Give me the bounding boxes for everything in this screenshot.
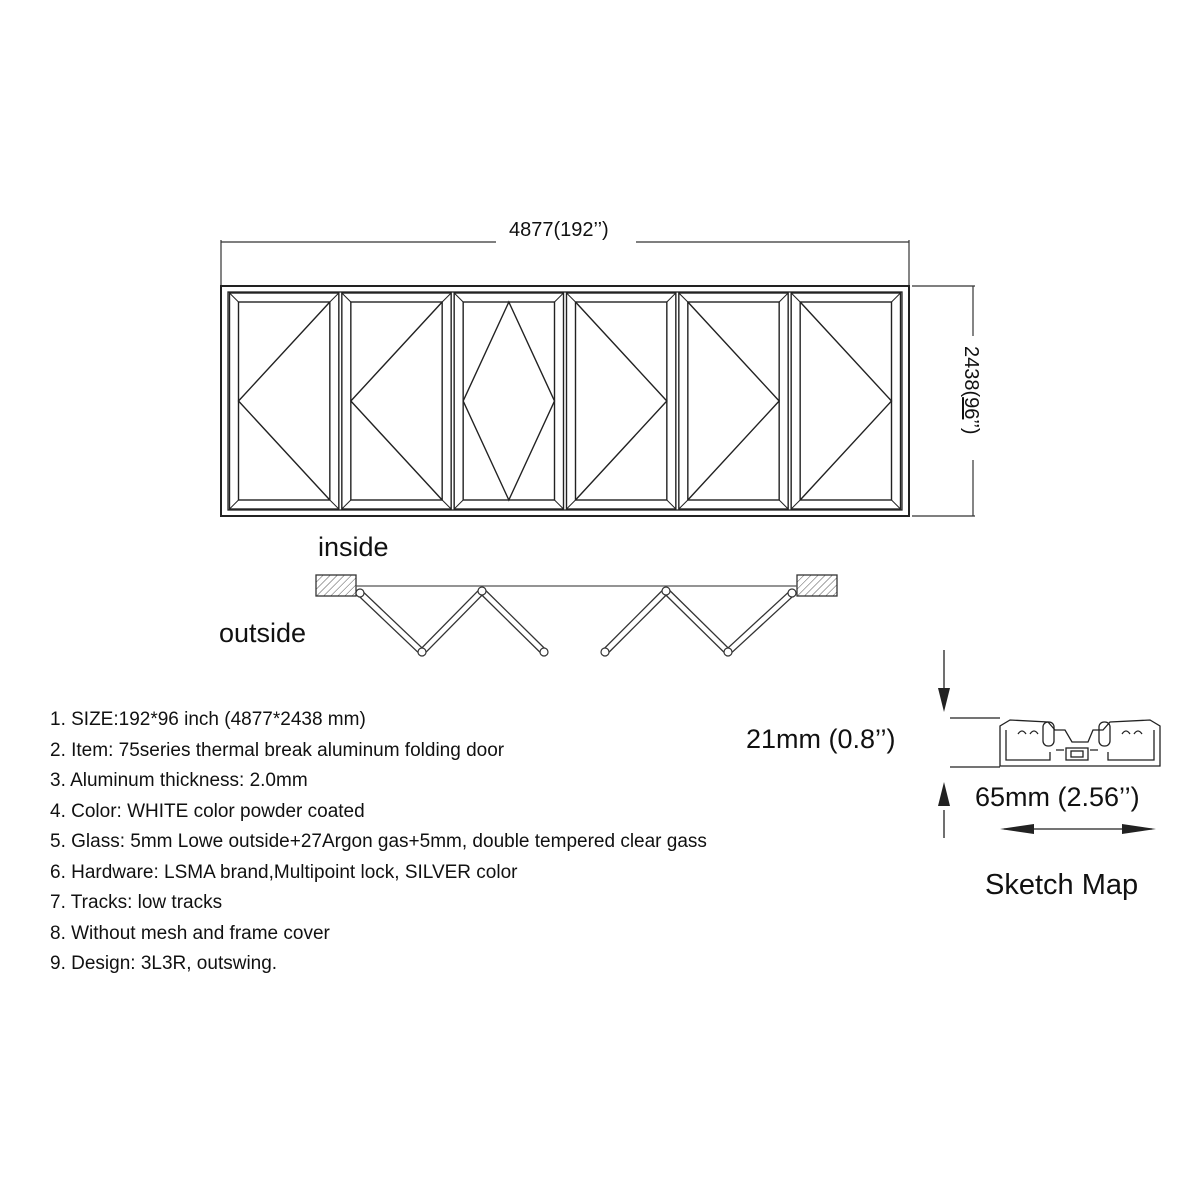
folding-leaf-edge bbox=[484, 589, 546, 650]
door-panel-miter bbox=[791, 293, 800, 302]
depth-arrow-top-head bbox=[938, 688, 950, 712]
door-panel-miter bbox=[667, 293, 676, 302]
door-panel-miter bbox=[342, 293, 351, 302]
height-dimension-label bbox=[959, 346, 982, 435]
opening-direction-mark bbox=[576, 302, 667, 500]
door-panel-miter bbox=[667, 500, 676, 509]
depth-arrow-bottom-head bbox=[938, 782, 950, 806]
outside-label: outside bbox=[219, 618, 307, 648]
spec-item: 8. Without mesh and frame cover bbox=[50, 922, 330, 944]
width-dimension bbox=[221, 240, 909, 286]
door-panel-miter bbox=[567, 500, 576, 509]
hinge-point bbox=[478, 587, 486, 595]
door-panel-miter bbox=[567, 293, 576, 302]
door-panel-glass bbox=[800, 302, 891, 500]
door-panel-frame bbox=[567, 293, 676, 509]
door-panel-miter bbox=[454, 500, 463, 509]
folding-leaf-edge bbox=[362, 591, 424, 650]
left-wall-section bbox=[316, 575, 356, 596]
spec-item: 5. Glass: 5mm Lowe outside+27Argon gas+5mm, double tempered clear gass bbox=[50, 831, 707, 852]
opening-direction-mark bbox=[688, 302, 779, 500]
width-arrow-left-head bbox=[1000, 824, 1034, 834]
door-panel-frame bbox=[679, 293, 788, 509]
spec-item: 3. Aluminum thickness: 2.0mm bbox=[50, 770, 308, 791]
spec-item: 2. Item: 75series thermal break aluminum folding door bbox=[50, 739, 505, 761]
opening-direction-mark bbox=[351, 302, 442, 500]
door-panel-glass bbox=[239, 302, 330, 500]
spec-item: 1. SIZE:192*96 inch (4877*2438 mm) bbox=[50, 709, 366, 730]
folding-leaf-edge bbox=[607, 593, 668, 654]
door-panel-miter bbox=[330, 293, 339, 302]
door-panel-miter bbox=[892, 500, 901, 509]
door-panel-miter bbox=[230, 500, 239, 509]
folding-leaf-edge bbox=[668, 589, 730, 650]
door-frame bbox=[221, 286, 909, 516]
door-panel-miter bbox=[330, 500, 339, 509]
hinge-point bbox=[356, 589, 364, 597]
spec-item: 9. Design: 3L3R, outswing. bbox=[50, 953, 278, 974]
door-panel-miter bbox=[555, 500, 564, 509]
opening-direction-mark bbox=[239, 302, 330, 500]
inside-label: inside bbox=[318, 532, 389, 562]
inner-frame bbox=[228, 292, 902, 510]
width-dimension-label: 4877(192’’) bbox=[509, 219, 609, 241]
hinge-point bbox=[662, 587, 670, 595]
door-panel-miter bbox=[442, 500, 451, 509]
profile-width-label: 65mm (2.56’’) bbox=[975, 782, 1140, 812]
folding-leaf-edge bbox=[726, 591, 790, 650]
door-panel-miter bbox=[230, 293, 239, 302]
hinge-point bbox=[788, 589, 796, 597]
width-arrow-right-head bbox=[1122, 824, 1156, 834]
outer-frame bbox=[221, 286, 909, 516]
door-panel-miter bbox=[454, 293, 463, 302]
folding-leaf-edge bbox=[603, 589, 664, 650]
door-panels bbox=[230, 293, 901, 509]
spec-item: 7. Tracks: low tracks bbox=[50, 892, 223, 913]
profile-depth-label: 21mm (0.8’’) bbox=[746, 724, 896, 754]
door-panel-frame bbox=[342, 293, 451, 509]
opening-direction-mark bbox=[800, 302, 891, 500]
door-panel-miter bbox=[555, 293, 564, 302]
right-wall-section bbox=[797, 575, 837, 596]
opening-direction-mark bbox=[463, 302, 554, 500]
door-panel-glass bbox=[351, 302, 442, 500]
door-panel-miter bbox=[442, 293, 451, 302]
door-panel-miter bbox=[679, 500, 688, 509]
fold-plan bbox=[316, 575, 837, 656]
door-panel-glass bbox=[576, 302, 667, 500]
height-label-prefix: 2438( bbox=[960, 346, 982, 398]
spec-item: 4. Color: WHITE color powder coated bbox=[50, 800, 365, 822]
spec-item: 6. Hardware: LSMA brand,Multipoint lock, SILVER color bbox=[50, 861, 518, 883]
hinge-point bbox=[540, 648, 548, 656]
spec-list bbox=[50, 705, 707, 980]
folding-leaf-edge bbox=[424, 593, 484, 654]
door-panel-miter bbox=[779, 500, 788, 509]
door-panel-glass bbox=[463, 302, 554, 500]
folding-leaf-edge bbox=[664, 593, 726, 654]
height-label-suffix: ’’) bbox=[960, 419, 982, 435]
hinge-point bbox=[724, 648, 732, 656]
door-panel-miter bbox=[892, 293, 901, 302]
door-panel-frame bbox=[791, 293, 900, 509]
folding-leaf-edge bbox=[358, 595, 420, 654]
door-panel-miter bbox=[779, 293, 788, 302]
sketch-map-title: Sketch Map bbox=[985, 869, 1139, 901]
folding-leaf-edge bbox=[730, 595, 794, 654]
folding-leaf-edge bbox=[480, 593, 542, 654]
aluminum-profile bbox=[1000, 720, 1160, 766]
door-panel-frame bbox=[454, 293, 563, 509]
height-label-value: 96 bbox=[960, 397, 982, 420]
hinge-point bbox=[601, 648, 609, 656]
folding-leaf-edge bbox=[420, 589, 480, 650]
door-panel-miter bbox=[342, 500, 351, 509]
hinge-point bbox=[418, 648, 426, 656]
door-panel-miter bbox=[679, 293, 688, 302]
door-panel-miter bbox=[791, 500, 800, 509]
door-panel-glass bbox=[688, 302, 779, 500]
door-panel-frame bbox=[230, 293, 339, 509]
